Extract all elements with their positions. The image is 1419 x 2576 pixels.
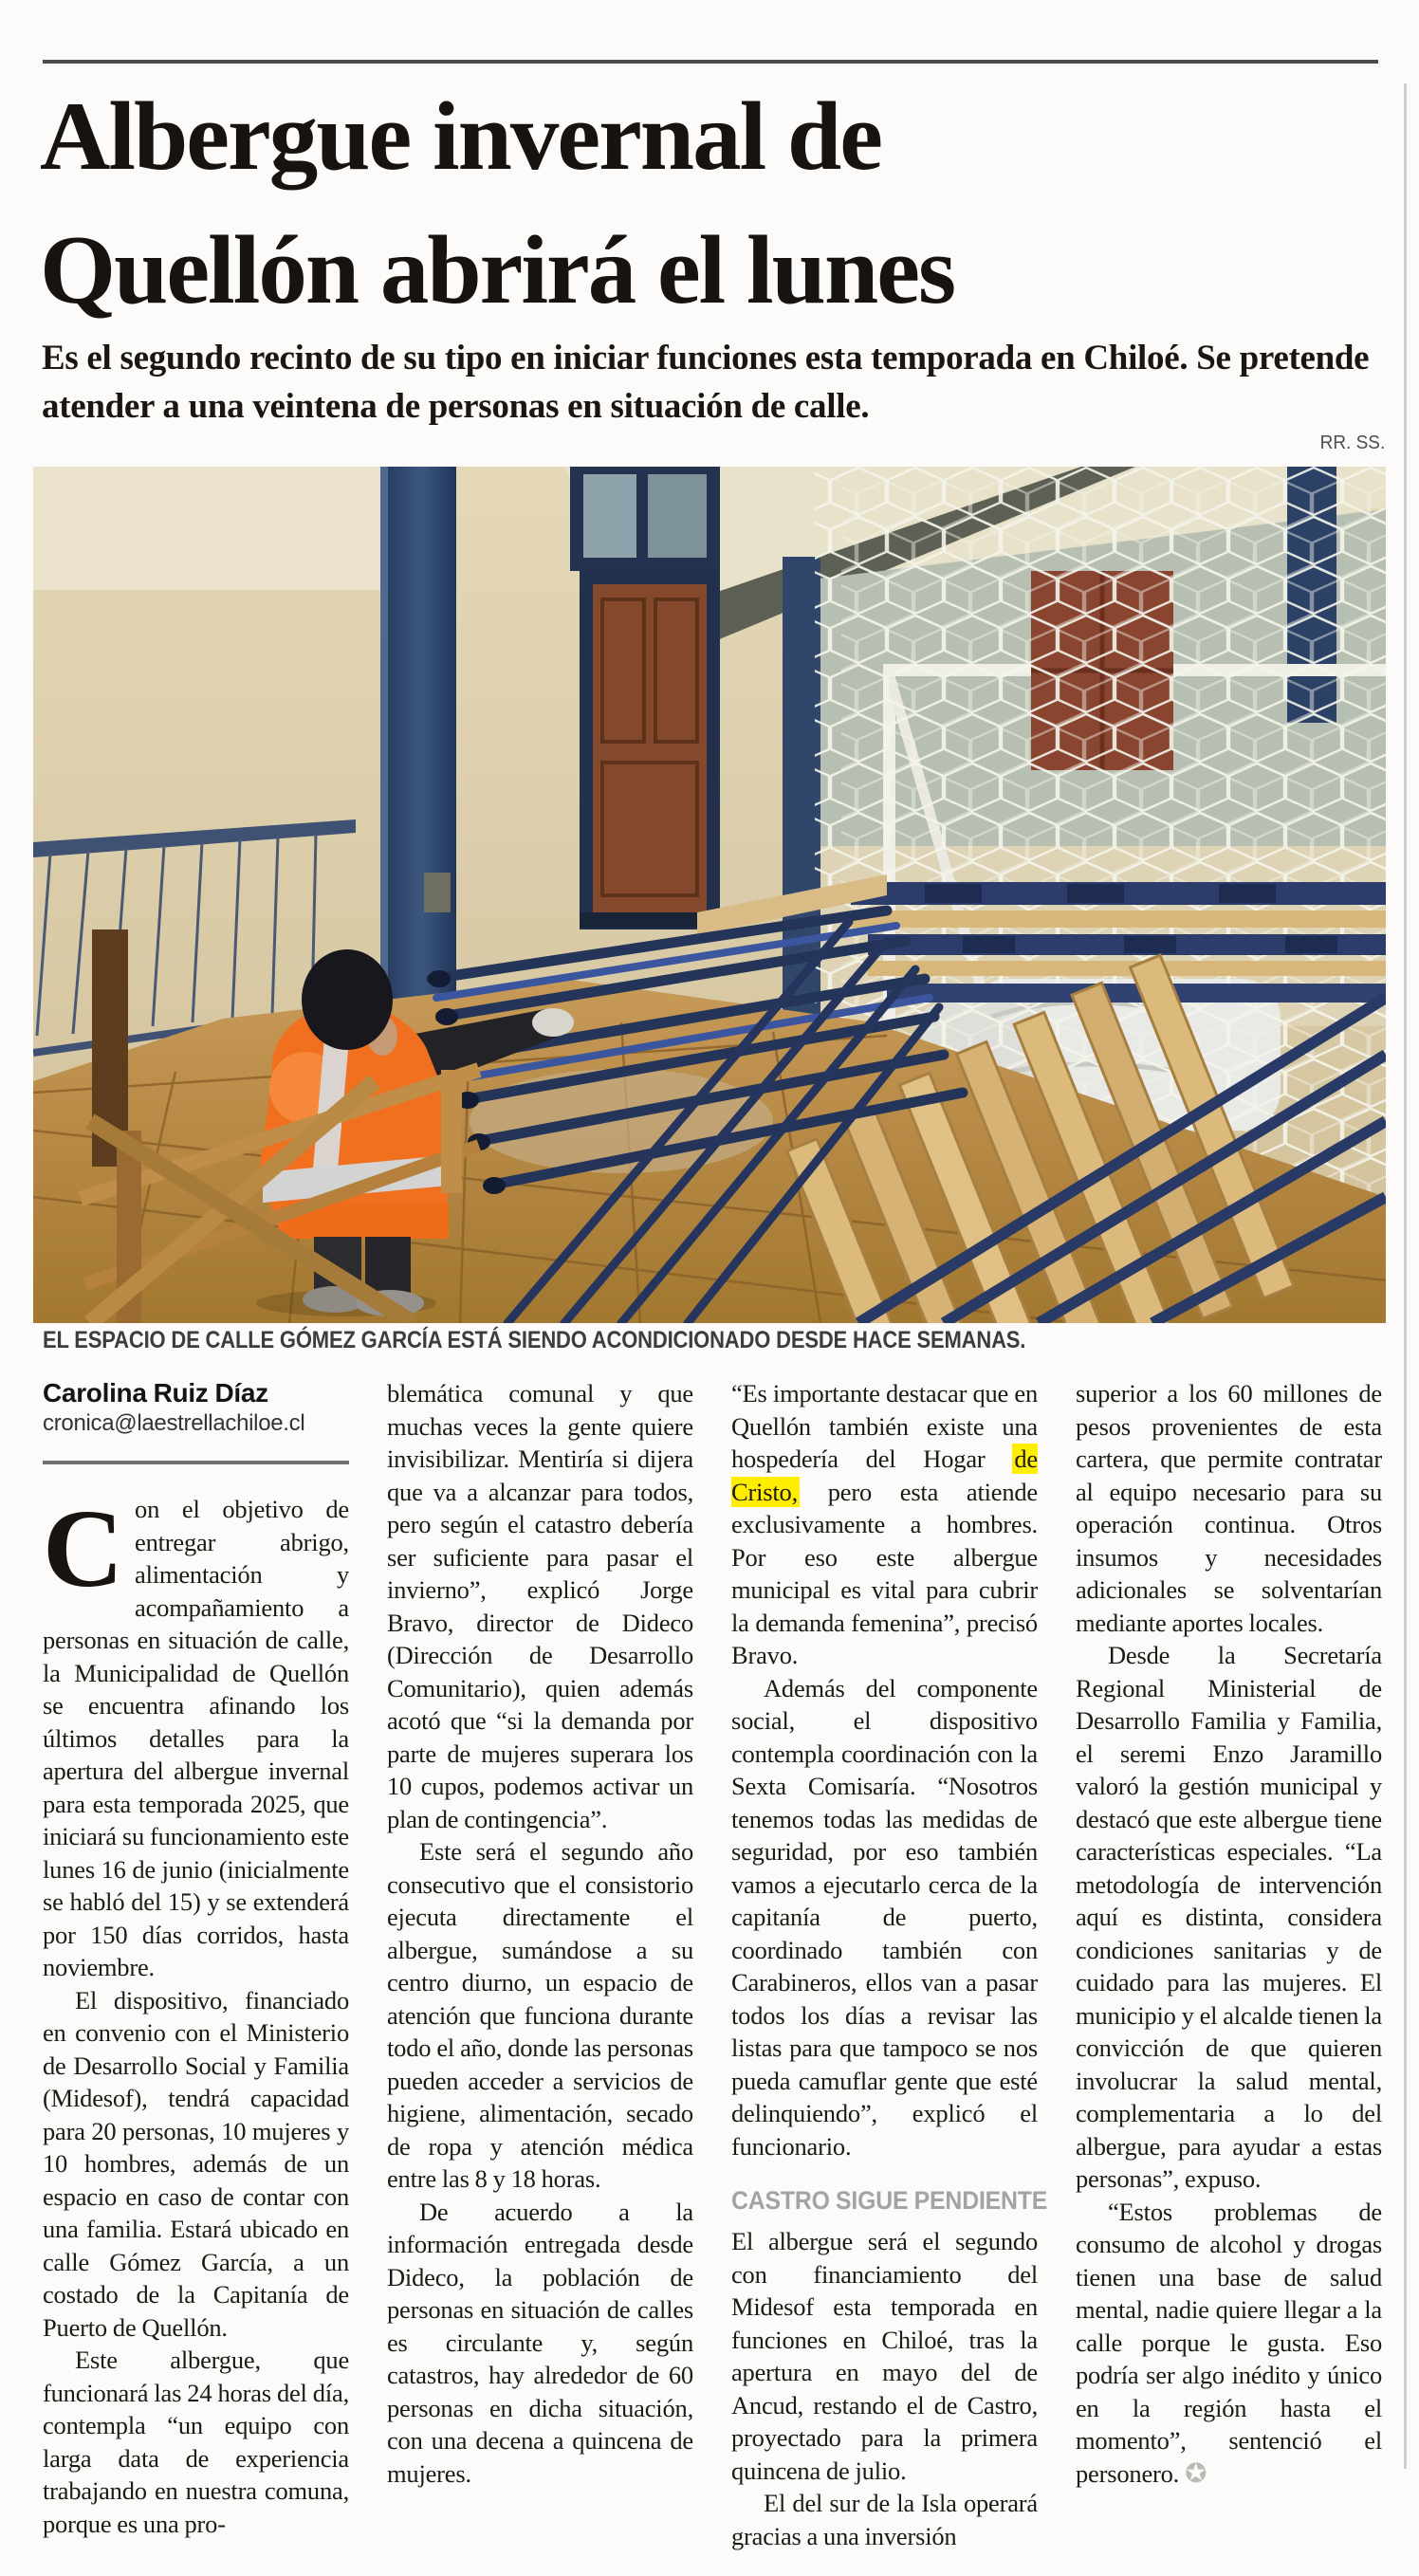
photo-credit: RR. SS.: [1319, 432, 1385, 453]
article-column-3: [731, 1377, 1048, 2552]
page-edge-line: [1404, 83, 1407, 2469]
headline-line-1: Albergue invernal de: [40, 83, 881, 191]
highlight-text: de Cristo,: [731, 1444, 1038, 1506]
paragraph-text: “Estos problemas de consumo de alcohol y drogas tienen una base de salud mental, nadie quiere llegar a la calle porque le gusta. Eso podría ser algo inédito y único en la región hasta el momento”, sentenció el personero.: [1076, 2197, 1382, 2488]
drop-cap: C: [43, 1486, 124, 1610]
article-paragraph: [731, 1377, 1038, 1672]
paragraph-text: “Es importante destacar que en Quellón también existe una hospedería del Hogar: [731, 1379, 1038, 1473]
headline-line-2: Quellón abrirá el lunes: [40, 216, 955, 324]
article-paragraph: Este albergue, que funcionará las 24 horas del día, contempla “un equipo con larga data de experiencia trabajando en nuestra comuna, porque es una pro-: [43, 2346, 349, 2538]
article-body: [43, 1377, 1382, 2552]
byline-email: cronica@laestrellachiloe.cl: [43, 1410, 305, 1436]
article-subheadline: Es el segundo recinto de su tipo en iniciar funciones esta temporada en Chiloé. Se pretende atender a una veintena de personas en situación de calle.: [42, 339, 1370, 426]
article-paragraph: [43, 1486, 349, 1984]
top-rule: [43, 60, 1378, 64]
article-photo-illustration: [33, 467, 1386, 1323]
paragraph-text: pero esta atiende exclusivamente a hombres. Por eso este albergue municipal es vital para cubrir la demanda femenina”, precisó Bravo.: [731, 1477, 1038, 1669]
photo-caption: EL ESPACIO DE CALLE GÓMEZ GARCÍA ESTÁ SIENDO ACONDICIONADO DESDE HACE SEMANAS.: [43, 1327, 1026, 1353]
article-paragraph: El albergue será el segundo con financiamiento del Midesof esta temporada en funciones en Chiloé, tras la apertura en mayo del de Ancud, restando el de Castro, proyectado para la primera quincena de julio.: [731, 2227, 1038, 2485]
article-paragraph: superior a los 60 millones de pesos provenientes de esta cartera, que permite contratar al equipo necesario para su operación continua. Otros insumos y necesidades adicionales se solventarían mediante aportes locales.: [1076, 1379, 1382, 1637]
section-subhead: CASTRO SIGUE PENDIENTE: [731, 2186, 1048, 2215]
article-paragraph: blemática comunal y que muchas veces la gente quiere invisibilizar. Mentiría si dijera que va a alcanzar para todos, pero según el catastro debería ser suficiente para pasar el invierno”, explicó Jorge Bravo, director de Dideco (Dirección de Desarrollo Comunitario), quien además acotó que “si la demanda por parte de mujeres superara los 10 cupos, podemos activar un plan de contingencia”.: [387, 1379, 693, 1833]
article-paragraph: [1076, 2196, 1382, 2491]
article-paragraph: El dispositivo, financiado en convenio con el Ministerio de Desarrollo Social y Familia (Midesof), tendrá capacidad para 20 personas, 10 mujeres y 10 hombres, además de un espacio en caso de contar con una familia. Estará ubicado en calle Gómez García, a un costado de la Capitanía de Puerto de Quellón.: [43, 1985, 349, 2342]
article-paragraph: Desde la Secretaría Regional Ministerial de Desarrollo Familia y Familia, el seremi Enzo Jaramillo valoró la gestión municipal y destacó que este albergue tiene características especiales. “La metodología de intervención aquí es distinta, considera condiciones sanitarias y de cuidado para las mujeres. El municipio y el alcalde tienen la convicción de que quieren involucrar la salud mental, complementaria a lo del albergue, para ayudar a estas personas”, expuso.: [1076, 1641, 1382, 2193]
article-column-2: [387, 1377, 693, 2552]
article-photo: [33, 467, 1386, 1323]
article-paragraph: Este será el segundo año consecutivo que el consistorio ejecuta directamente el albergue, sumándose a su centro diurno, un espacio de atención que funciona durante todo el año, donde las personas pueden acceder a servicios de higiene, alimentación, secado de ropa y atención médica entre las 8 y 18 horas.: [387, 1837, 693, 2193]
article-paragraph: De acuerdo a la información entregada desde Dideco, la población de personas en situación de calles es circulante y, según catastros, hay alrededor de 60 personas en dicha situación, con una decena a quincena de mujeres.: [387, 2197, 693, 2488]
byline-divider: [43, 1461, 349, 1464]
article-column-1: [43, 1377, 349, 2552]
article-paragraph: Además del componente social, el dispositivo contempla coordinación con la Sexta Comisaría. “Nosotros tenemos todas las medidas de seguridad, por eso también vamos a ejecutarlo cerca de la capitanía de puerto, coordinado también con Carabineros, ellos van a pasar todos los días a revisar las listas para que tampoco se nos pueda camuflar gente que esté delinquiendo”, explicó el funcionario.: [731, 1673, 1038, 2161]
byline-author: Carolina Ruiz Díaz: [43, 1378, 268, 1408]
end-mark-icon: ✪: [1185, 2456, 1207, 2489]
paragraph-text: on el objetivo de entregar abrigo, alimentación y acompañamiento a personas en situación de calle, la Municipalidad de Quellón se encuentra afinando los últimos detalles para la apertura del albergue invernal para esta temporada 2025, que iniciará su funcionamiento este lunes 16 de junio (inicialmente se habló del 15) y se extenderá por 150 días corridos, hasta noviembre.: [43, 1495, 349, 1981]
article-paragraph: El del sur de la Isla operará gracias a una inversión: [731, 2489, 1038, 2550]
article-headline: [40, 70, 1392, 338]
article-column-4: [1076, 1377, 1382, 2552]
